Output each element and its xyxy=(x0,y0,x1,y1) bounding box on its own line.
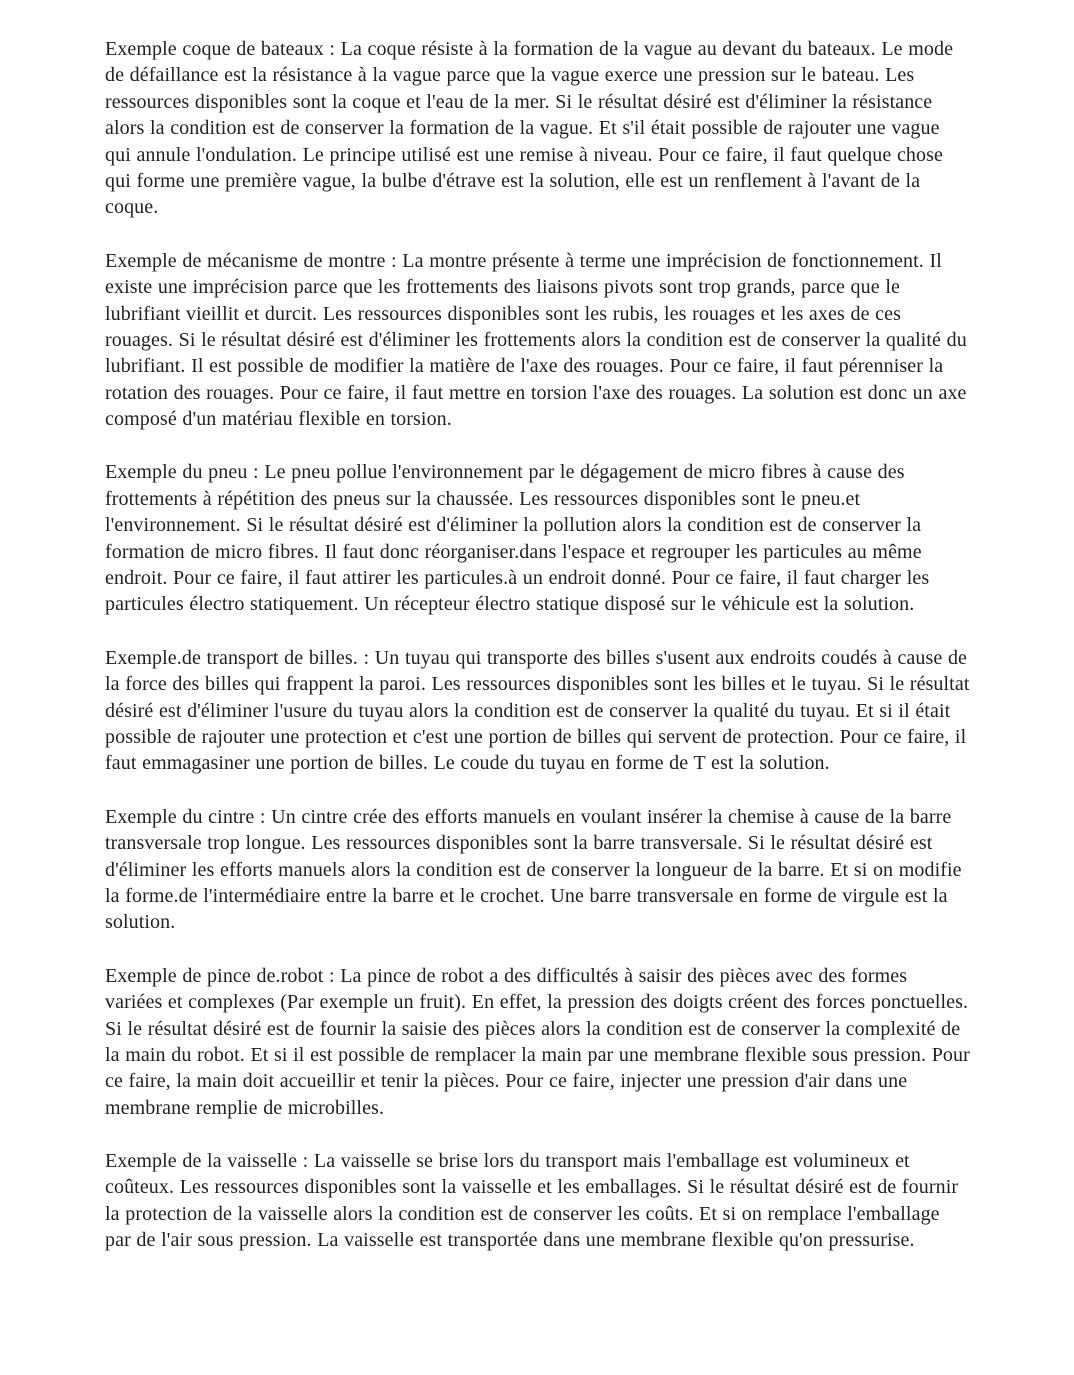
paragraph-example-dishes: Exemple de la vaisselle : La vaisselle se brise lors du transport mais l'emballage est volumineux et coûteux. Les ressources disponibles sont la vaisselle et les emballages. Si le résultat désiré est de fournir la protection de la vaisselle alors la condition est de conserver les coûts. Et si on remplace l'emballage par de l'air sous pression. La vaisselle est transportée dans une membrane flexible qu'on pressurise. xyxy=(105,1150,959,1252)
paragraph-example-tire: Exemple du pneu : Le pneu pollue l'environnement par le dégagement de micro fibres à cause des frottements à répétition des pneus sur la chaussée. Les ressources disponibles sont le pneu.et l'environnement. Si le résultat désiré est d'éliminer la pollution alors la condition est de conserver la formation de micro fibres. Il faut donc réorganiser.dans l'espace et regrouper les particules au même endroit. Pour ce faire, il faut attirer les particules.à un endroit donné. Pour ce faire, il faut charger les particules électro statiquement. Un récepteur électro statique disposé sur le véhicule est la solution. xyxy=(105,461,930,616)
paragraph-example-boat-hull: Exemple coque de bateaux : La coque résiste à la formation de la vague au devant du bateaux. Le mode de défaillance est la résistance à la vague parce que la vague exerce une pression sur le bateau. Les ressources disponibles sont la coque et l'eau de la mer. Si le résultat désiré est d'éliminer la résistance alors la condition est de conserver la formation de la vague. Et s'il était possible de rajouter une vague qui annule l'ondulation. Le principe utilisé est une remise à niveau. Pour ce faire, il faut quelque chose qui forme une première vague, la bulbe d'étrave est la solution, elle est un renflement à l'avant de la coque. xyxy=(105,38,954,219)
paragraph-example-hanger: Exemple du cintre : Un cintre crée des efforts manuels en voulant insérer la chemise à cause de la barre transversale trop longue. Les ressources disponibles sont la barre transversale. Si le résultat désiré est d'éliminer les efforts manuels alors la condition est de conserver la longueur de la barre. Et si on modifie la forme.de l'intermédiaire entre la barre et le crochet. Une barre transversale en forme de virgule est la solution. xyxy=(105,805,962,934)
paragraph-example-ball-transport: Exemple.de transport de billes. : Un tuyau qui transporte des billes s'usent aux endroits coudés à cause de la force des billes qui frappent la paroi. Les ressources disponibles sont les billes et le tuyau. Si le résultat désiré est d'éliminer l'usure du tuyau alors la condition est de conserver la qualité du tuyau. Et si il était possible de rajouter une protection et c'est une portion de billes qui servent de protection. Pour ce faire, il faut emmagasiner une portion de billes. Le coude du tuyau en forme de T est la solution. xyxy=(105,646,970,775)
paragraph-example-robot-gripper: Exemple de pince de.robot : La pince de robot a des difficultés à saisir des pièces avec des formes variées et complexes (Par exemple un fruit). En effet, la pression des doigts créent des forces ponctuelles. Si le résultat désiré est de fournir la saisie des pièces alors la condition est de conserver la complexité de la main du robot. Et si il est possible de remplacer la main par une membrane flexible sous pression. Pour ce faire, la main doit accueillir et tenir la pièces. Pour ce faire, injecter une pression d'air dans une membrane remplie de microbilles. xyxy=(105,964,970,1119)
paragraph-example-watch-mechanism: Exemple de mécanisme de montre : La montre présente à terme une imprécision de fonctionnement. Il existe une imprécision parce que les frottements des liaisons pivots sont trop grands, parce que le lubrifiant vieillit et durcit. Les ressources disponibles sont les rubis, les rouages et les axes de ces rouages. Si le résultat désiré est d'éliminer les frottements alors la condition est de conserver la qualité du lubrifiant. Il est possible de modifier la matière de l'axe des rouages. Pour ce faire, il faut pérenniser la rotation des rouages. Pour ce faire, il faut mettre en torsion l'axe des rouages. La solution est donc un axe composé d'un matériau flexible en torsion. xyxy=(105,249,967,431)
